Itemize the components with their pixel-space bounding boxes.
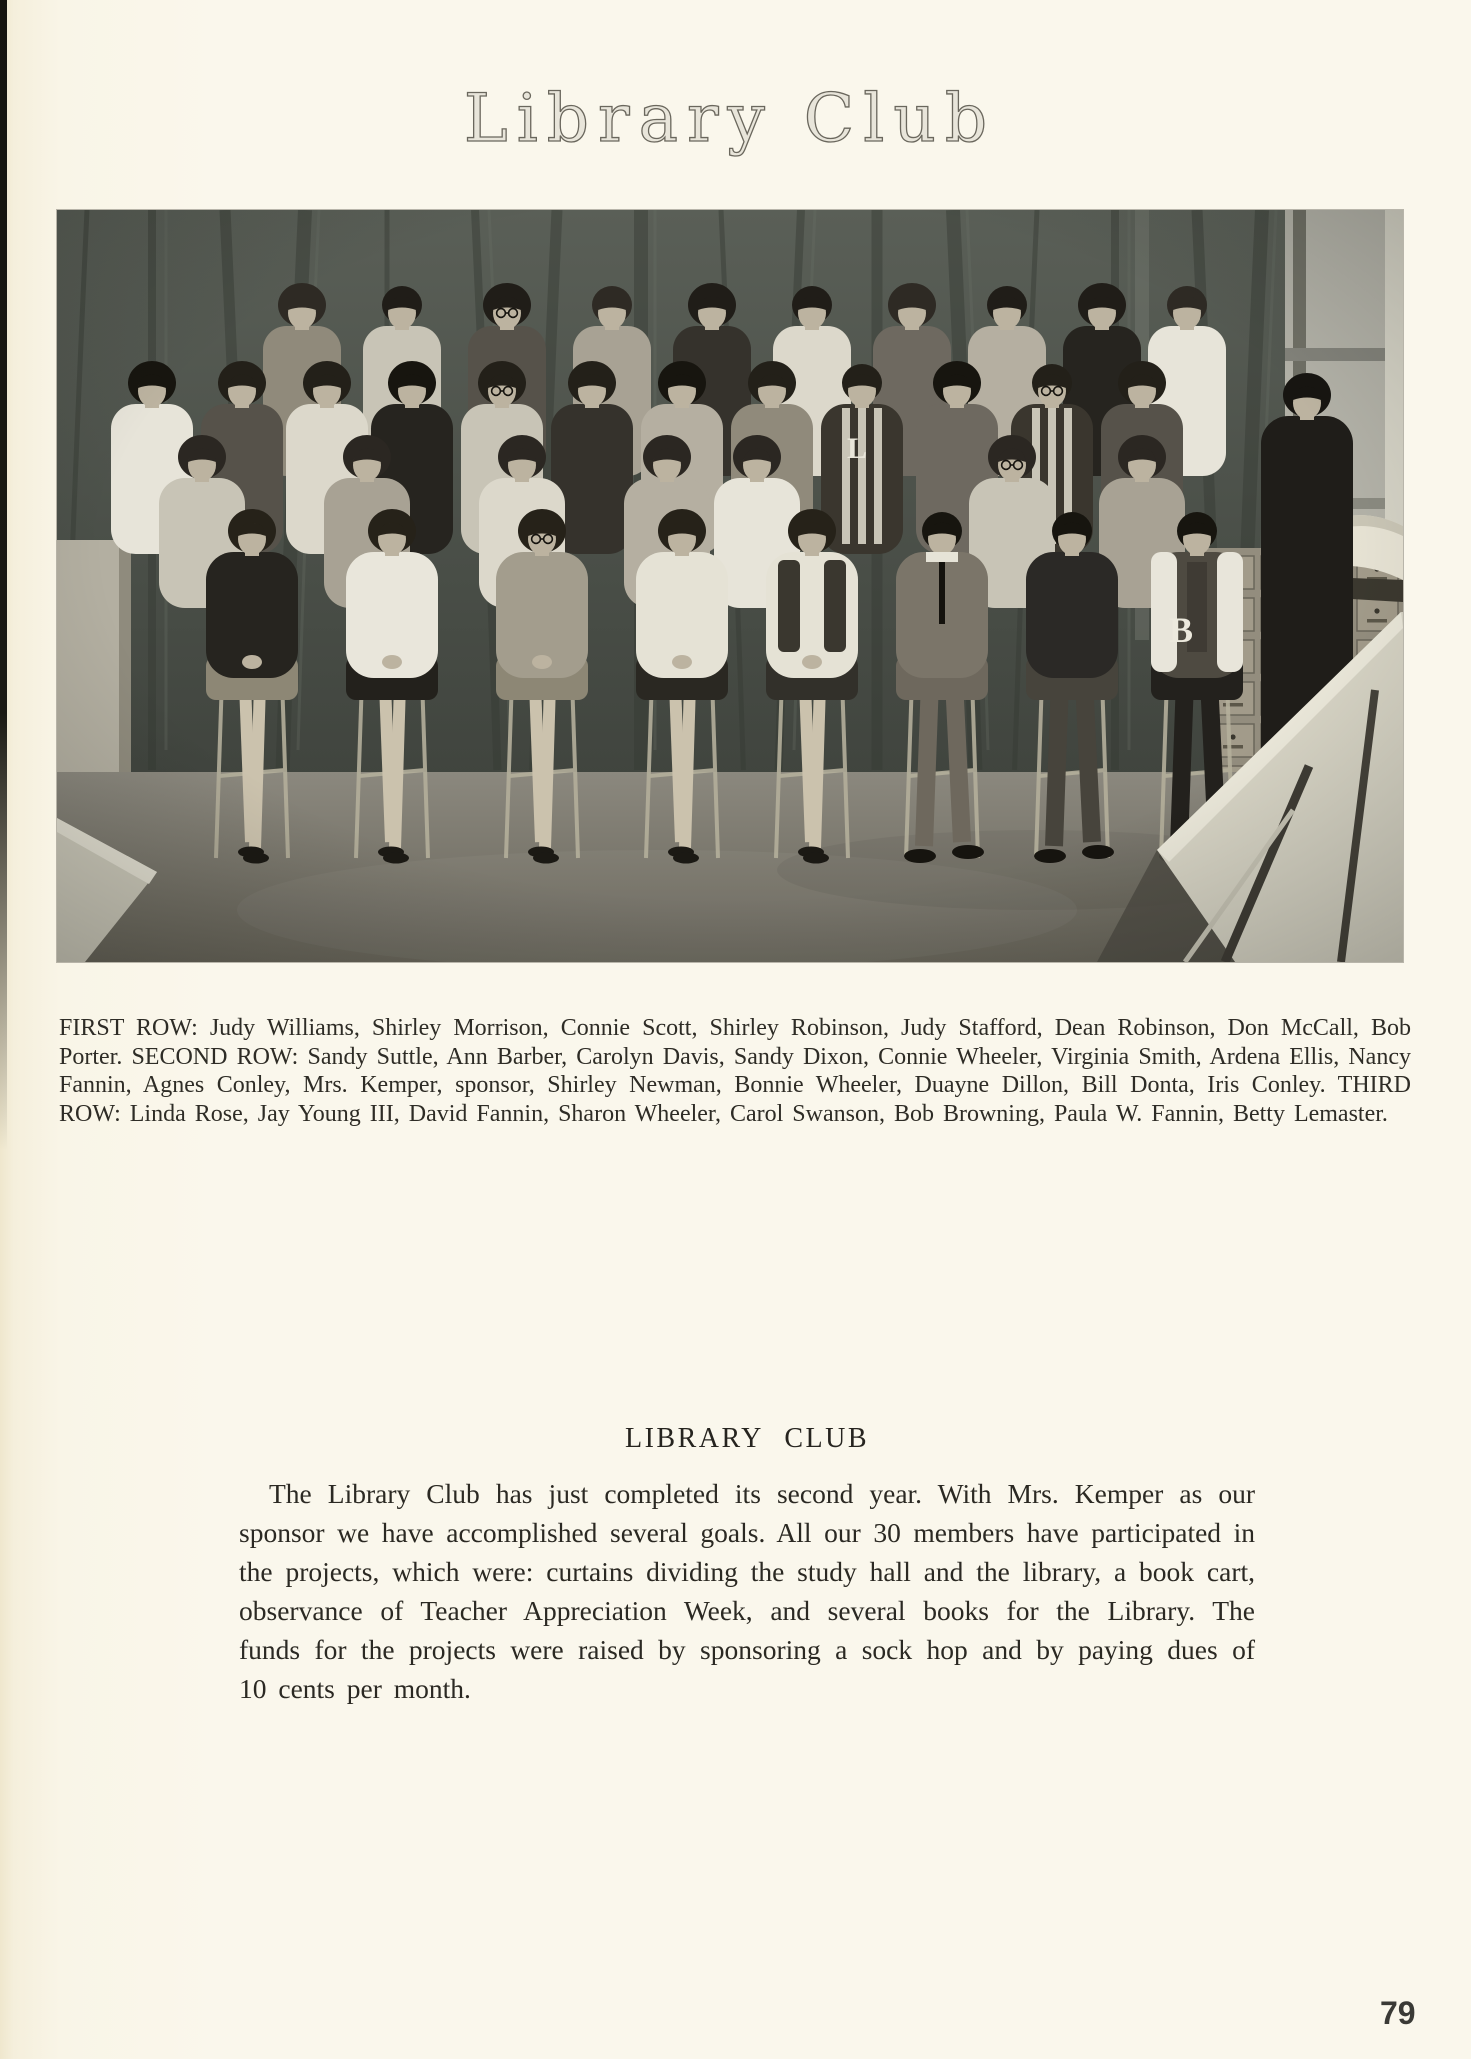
section-heading: LIBRARY CLUB — [625, 1423, 869, 1455]
section-paragraph: The Library Club has just completed its second year. With Mrs. Kemper as our sponsor we have accomplished several goals. All our 30 members have participated in the projects, which were: curtains dividing the study hall and the library, a book cart, observance of Teacher Appreciation Week, and several books for the Library. The funds for the projects were raised by sponsoring a sock hop and by paying dues of 10 cents per month. — [239, 1477, 1255, 1704]
group-photo-illustration — [57, 210, 1403, 962]
page-title: Library Club — [463, 80, 997, 158]
photo-vignette — [57, 210, 1403, 962]
scan-gutter-edge — [0, 0, 7, 1150]
group-photo — [57, 210, 1403, 962]
photo-caption: FIRST ROW: Judy Williams, Shirley Morrison, Connie Scott, Shirley Robinson, Judy Stafford, Dean Robinson, Don McCall, Bob Porter. SECOND ROW: Sandy Suttle, Ann Barber, Carolyn Davis, Sandy Dixon, Connie Wheeler, Virginia Smith, Ardena Ellis, Nancy Fannin, Agnes Conley, Mrs. Kemper, sponsor, Shirley Newman, Bonnie Wheeler, Duayne Dillon, Bill Donta, Iris Conley. THIRD ROW: Linda Rose, Jay Young III, David Fannin, Sharon Wheeler, Carol Swanson, Bob Browning, Paula W. Fannin, Betty Lemaster. — [59, 1015, 1411, 1127]
page-number: 79 — [1380, 1995, 1416, 2031]
